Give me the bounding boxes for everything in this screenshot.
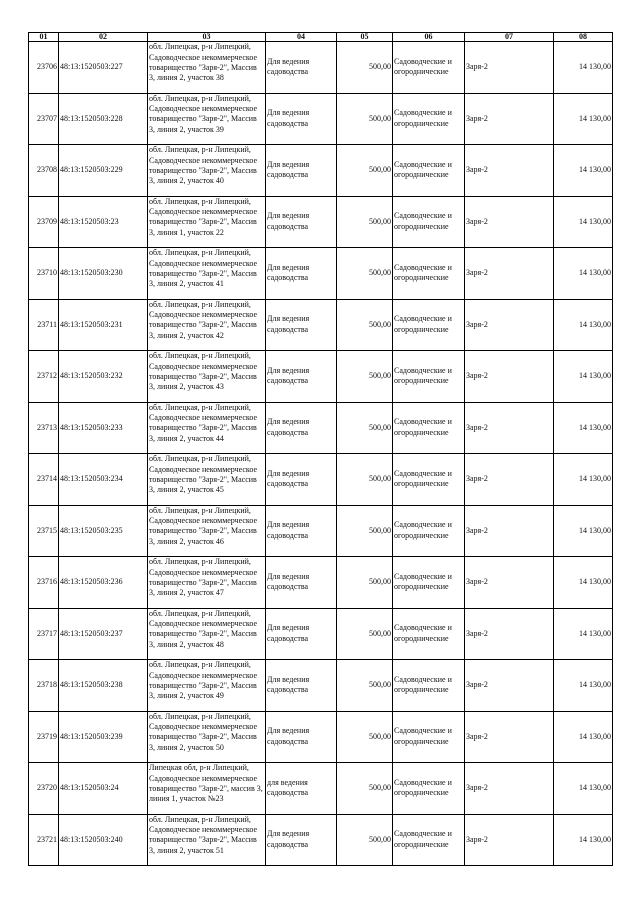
settlement-name-cell: Заря-2 xyxy=(465,608,554,660)
area-cell: 500,00 xyxy=(337,557,393,609)
permitted-use-cell: Для ведения садоводства xyxy=(266,814,337,866)
address-text: обл. Липецкая, р-н Липецкий, Садоводческое некоммерческое товарищество "Заря-2", Массив 3, линия 1, участок 22 xyxy=(149,196,258,237)
cadastral-number-cell: 48:13:1520503:236 xyxy=(59,557,148,609)
table-row xyxy=(29,299,613,351)
table-row xyxy=(29,608,613,660)
cadastral-value-cell: 14 130,00 xyxy=(554,248,613,300)
address-cell xyxy=(148,351,266,403)
address-cell xyxy=(148,299,266,351)
address-cell xyxy=(148,145,266,197)
row-number-cell: 23720 xyxy=(29,763,59,815)
address-cell xyxy=(148,454,266,506)
table-row xyxy=(29,402,613,454)
permitted-use-cell: Для ведения садоводства xyxy=(266,248,337,300)
permitted-use-cell: Для ведения садоводства xyxy=(266,711,337,763)
address-cell xyxy=(148,763,266,815)
row-number-cell: 23715 xyxy=(29,505,59,557)
address-text: Липецкая обл, р-н Липецкий, Садоводческое некоммерческое товарищество "Заря-2", массив 3, линия 1, участок №23 xyxy=(149,763,263,804)
land-category-cell: Садоводческие и огороднические xyxy=(393,814,465,866)
area-cell: 500,00 xyxy=(337,814,393,866)
cadastral-value-cell: 14 130,00 xyxy=(554,814,613,866)
area-cell: 500,00 xyxy=(337,763,393,815)
permitted-use-cell: Для ведения садоводства xyxy=(266,145,337,197)
row-number-cell: 23718 xyxy=(29,660,59,712)
settlement-name-cell: Заря-2 xyxy=(465,42,554,94)
column-header: 03 xyxy=(148,33,266,42)
permitted-use-cell: Для ведения садоводства xyxy=(266,505,337,557)
cadastral-number-cell: 48:13:1520503:233 xyxy=(59,402,148,454)
land-category-cell: Садоводческие и огороднические xyxy=(393,351,465,403)
settlement-name-cell: Заря-2 xyxy=(465,763,554,815)
column-header: 05 xyxy=(337,33,393,42)
settlement-name-cell: Заря-2 xyxy=(465,454,554,506)
table-row xyxy=(29,145,613,197)
permitted-use-cell: Для ведения садоводства xyxy=(266,557,337,609)
cadastral-number-cell: 48:13:1520503:232 xyxy=(59,351,148,403)
area-cell: 500,00 xyxy=(337,42,393,94)
address-text: обл. Липецкая, р-н Липецкий, Садоводческое некоммерческое товарищество "Заря-2", Массив 3, линия 2, участок 39 xyxy=(149,93,258,134)
permitted-use-cell: Для ведения садоводства xyxy=(266,351,337,403)
settlement-name-cell: Заря-2 xyxy=(465,505,554,557)
cadastral-number-cell: 48:13:1520503:228 xyxy=(59,93,148,145)
area-cell: 500,00 xyxy=(337,454,393,506)
address-text: обл. Липецкая, р-н Липецкий, Садоводческое некоммерческое товарищество "Заря-2", Массив 3, линия 2, участок 41 xyxy=(149,248,258,289)
address-cell xyxy=(148,93,266,145)
land-category-cell: Садоводческие и огороднические xyxy=(393,196,465,248)
cadastral-number-cell: 48:13:1520503:235 xyxy=(59,505,148,557)
settlement-name-cell: Заря-2 xyxy=(465,402,554,454)
row-number-cell: 23709 xyxy=(29,196,59,248)
address-cell xyxy=(148,248,266,300)
address-cell xyxy=(148,557,266,609)
land-category-cell: Садоводческие и огороднические xyxy=(393,763,465,815)
table-row xyxy=(29,42,613,94)
address-text: обл. Липецкая, р-н Липецкий, Садоводческое некоммерческое товарищество "Заря-2", Массив 3, линия 2, участок 43 xyxy=(149,351,258,392)
cadastral-number-cell: 48:13:1520503:227 xyxy=(59,42,148,94)
cadastral-number-cell: 48:13:1520503:238 xyxy=(59,660,148,712)
cadastral-value-cell: 14 130,00 xyxy=(554,763,613,815)
table-row xyxy=(29,660,613,712)
area-cell: 500,00 xyxy=(337,93,393,145)
area-cell: 500,00 xyxy=(337,145,393,197)
address-cell xyxy=(148,660,266,712)
settlement-name-cell: Заря-2 xyxy=(465,351,554,403)
column-header: 04 xyxy=(266,33,337,42)
land-category-cell: Садоводческие и огороднические xyxy=(393,42,465,94)
area-cell: 500,00 xyxy=(337,299,393,351)
land-category-cell: Садоводческие и огороднические xyxy=(393,299,465,351)
land-category-cell: Садоводческие и огороднические xyxy=(393,402,465,454)
area-cell: 500,00 xyxy=(337,351,393,403)
address-text: обл. Липецкая, р-н Липецкий, Садоводческое некоммерческое товарищество "Заря-2", Массив 3, линия 2, участок 48 xyxy=(149,608,258,649)
column-header: 01 xyxy=(29,33,59,42)
area-cell: 500,00 xyxy=(337,196,393,248)
column-header: 07 xyxy=(465,33,554,42)
row-number-cell: 23716 xyxy=(29,557,59,609)
address-cell xyxy=(148,505,266,557)
column-header: 08 xyxy=(554,33,613,42)
cadastral-value-cell: 14 130,00 xyxy=(554,42,613,94)
cadastral-number-cell: 48:13:1520503:24 xyxy=(59,763,148,815)
cadastral-number-cell: 48:13:1520503:234 xyxy=(59,454,148,506)
settlement-name-cell: Заря-2 xyxy=(465,248,554,300)
permitted-use-cell: Для ведения садоводства xyxy=(266,42,337,94)
land-category-cell: Садоводческие и огороднические xyxy=(393,505,465,557)
table-row xyxy=(29,557,613,609)
table-row xyxy=(29,505,613,557)
area-cell: 500,00 xyxy=(337,402,393,454)
permitted-use-cell: Для ведения садоводства xyxy=(266,660,337,712)
area-cell: 500,00 xyxy=(337,660,393,712)
row-number-cell: 23708 xyxy=(29,145,59,197)
table-row xyxy=(29,454,613,506)
address-text: обл. Липецкая, р-н Липецкий, Садоводческое некоммерческое товарищество "Заря-2", Массив 3, линия 2, участок 40 xyxy=(149,145,258,186)
cadastral-number-cell: 48:13:1520503:229 xyxy=(59,145,148,197)
cadastral-number-cell: 48:13:1520503:239 xyxy=(59,711,148,763)
table-row xyxy=(29,814,613,866)
row-number-cell: 23717 xyxy=(29,608,59,660)
permitted-use-cell: Для ведения садоводства xyxy=(266,196,337,248)
table-row xyxy=(29,196,613,248)
land-registry-table xyxy=(28,32,613,866)
settlement-name-cell: Заря-2 xyxy=(465,196,554,248)
cadastral-number-cell: 48:13:1520503:240 xyxy=(59,814,148,866)
cadastral-value-cell: 14 130,00 xyxy=(554,145,613,197)
settlement-name-cell: Заря-2 xyxy=(465,711,554,763)
area-cell: 500,00 xyxy=(337,608,393,660)
address-cell xyxy=(148,42,266,94)
settlement-name-cell: Заря-2 xyxy=(465,93,554,145)
cadastral-number-cell: 48:13:1520503:231 xyxy=(59,299,148,351)
row-number-cell: 23714 xyxy=(29,454,59,506)
address-text: обл. Липецкая, р-н Липецкий, Садоводческое некоммерческое товарищество "Заря-2", Массив 3, линия 2, участок 49 xyxy=(149,660,258,701)
land-category-cell: Садоводческие и огороднические xyxy=(393,145,465,197)
row-number-cell: 23707 xyxy=(29,93,59,145)
land-category-cell: Садоводческие и огороднические xyxy=(393,248,465,300)
land-category-cell: Садоводческие и огороднические xyxy=(393,557,465,609)
land-category-cell: Садоводческие и огороднические xyxy=(393,711,465,763)
address-text: обл. Липецкая, р-н Липецкий, Садоводческое некоммерческое товарищество "Заря-2", Массив 3, линия 2, участок 50 xyxy=(149,711,258,752)
address-text: обл. Липецкая, р-н Липецкий, Садоводческое некоммерческое товарищество "Заря-2", Массив 3, линия 2, участок 46 xyxy=(149,505,258,546)
address-text: обл. Липецкая, р-н Липецкий, Садоводческое некоммерческое товарищество "Заря-2", Массив 3, линия 2, участок 47 xyxy=(149,557,258,598)
cadastral-value-cell: 14 130,00 xyxy=(554,299,613,351)
cadastral-value-cell: 14 130,00 xyxy=(554,351,613,403)
address-cell xyxy=(148,402,266,454)
permitted-use-cell: Для ведения садоводства xyxy=(266,454,337,506)
cadastral-value-cell: 14 130,00 xyxy=(554,608,613,660)
table-row xyxy=(29,248,613,300)
land-category-cell: Садоводческие и огороднические xyxy=(393,454,465,506)
settlement-name-cell: Заря-2 xyxy=(465,814,554,866)
permitted-use-cell: Для ведения садоводства xyxy=(266,299,337,351)
table-row xyxy=(29,763,613,815)
settlement-name-cell: Заря-2 xyxy=(465,145,554,197)
row-number-cell: 23706 xyxy=(29,42,59,94)
cadastral-value-cell: 14 130,00 xyxy=(554,454,613,506)
permitted-use-cell: для ведения садоводства xyxy=(266,763,337,815)
address-cell xyxy=(148,608,266,660)
cadastral-value-cell: 14 130,00 xyxy=(554,711,613,763)
address-cell xyxy=(148,814,266,866)
land-category-cell: Садоводческие и огороднические xyxy=(393,608,465,660)
cadastral-value-cell: 14 130,00 xyxy=(554,557,613,609)
row-number-cell: 23721 xyxy=(29,814,59,866)
row-number-cell: 23710 xyxy=(29,248,59,300)
row-number-cell: 23713 xyxy=(29,402,59,454)
land-category-cell: Садоводческие и огороднические xyxy=(393,660,465,712)
column-header: 02 xyxy=(59,33,148,42)
settlement-name-cell: Заря-2 xyxy=(465,557,554,609)
table-row xyxy=(29,351,613,403)
address-text: обл. Липецкая, р-н Липецкий, Садоводческое некоммерческое товарищество "Заря-2", Массив 3, линия 2, участок 51 xyxy=(149,814,258,855)
row-number-cell: 23712 xyxy=(29,351,59,403)
row-number-cell: 23719 xyxy=(29,711,59,763)
settlement-name-cell: Заря-2 xyxy=(465,660,554,712)
address-text: обл. Липецкая, р-н Липецкий, Садоводческое некоммерческое товарищество "Заря-2", Массив 3, линия 2, участок 44 xyxy=(149,402,258,443)
address-text: обл. Липецкая, р-н Липецкий, Садоводческое некоммерческое товарищество "Заря-2", Массив 3, линия 2, участок 42 xyxy=(149,299,258,340)
cadastral-value-cell: 14 130,00 xyxy=(554,93,613,145)
table-row xyxy=(29,711,613,763)
row-number-cell: 23711 xyxy=(29,299,59,351)
cadastral-number-cell: 48:13:1520503:237 xyxy=(59,608,148,660)
address-cell xyxy=(148,711,266,763)
cadastral-value-cell: 14 130,00 xyxy=(554,660,613,712)
address-text: обл. Липецкая, р-н Липецкий, Садоводческое некоммерческое товарищество "Заря-2", Массив 3, линия 2, участок 38 xyxy=(149,42,258,83)
land-category-cell: Садоводческие и огороднические xyxy=(393,93,465,145)
permitted-use-cell: Для ведения садоводства xyxy=(266,608,337,660)
area-cell: 500,00 xyxy=(337,711,393,763)
table-body xyxy=(29,42,613,866)
area-cell: 500,00 xyxy=(337,248,393,300)
cadastral-value-cell: 14 130,00 xyxy=(554,196,613,248)
permitted-use-cell: Для ведения садоводства xyxy=(266,93,337,145)
column-header: 06 xyxy=(393,33,465,42)
permitted-use-cell: Для ведения садоводства xyxy=(266,402,337,454)
table-row xyxy=(29,93,613,145)
settlement-name-cell: Заря-2 xyxy=(465,299,554,351)
address-cell xyxy=(148,196,266,248)
cadastral-value-cell: 14 130,00 xyxy=(554,505,613,557)
area-cell: 500,00 xyxy=(337,505,393,557)
cadastral-number-cell: 48:13:1520503:230 xyxy=(59,248,148,300)
cadastral-number-cell: 48:13:1520503:23 xyxy=(59,196,148,248)
address-text: обл. Липецкая, р-н Липецкий, Садоводческое некоммерческое товарищество "Заря-2", Массив 3, линия 2, участок 45 xyxy=(149,454,258,495)
table-header-row xyxy=(29,33,613,42)
cadastral-value-cell: 14 130,00 xyxy=(554,402,613,454)
